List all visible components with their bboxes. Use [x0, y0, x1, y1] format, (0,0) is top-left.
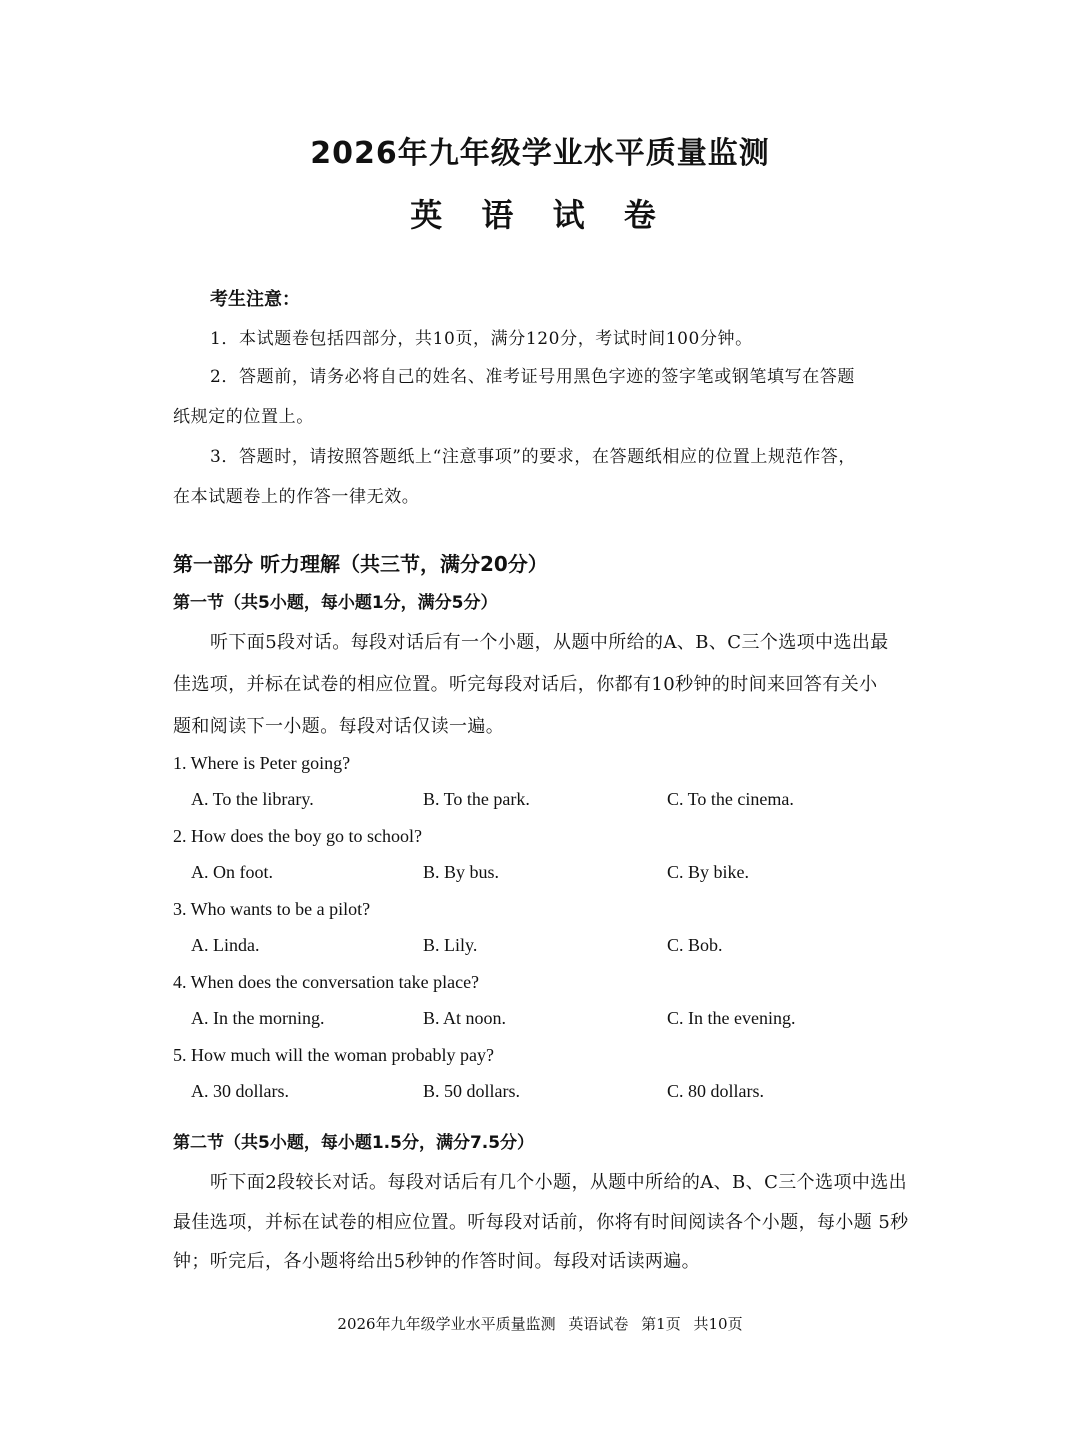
question-2-option-c: C. By bike. — [667, 862, 750, 882]
exam-title: 2026年九年级学业水平质量监测 — [310, 136, 770, 171]
footer-exam-name: 2026年九年级学业水平质量监测 — [337, 1315, 556, 1333]
question-1-option-c: C. To the cinema. — [667, 789, 794, 809]
question-4-option-a: A. In the morning. — [191, 1008, 325, 1028]
question-2-option-b: B. By bus. — [423, 862, 500, 882]
section2-instructions-line3: 钟；听完后，各小题将给出5秒钟的作答时间。每段对话读两遍。 — [173, 1251, 701, 1272]
notice-item-1: 1．本试题卷包括四部分，共10页，满分120分，考试时间100分钟。 — [210, 329, 753, 349]
question-3-option-c: C. Bob. — [667, 935, 723, 955]
section2-title: 第二节（共5小题，每小题1.5分，满分7.5分） — [173, 1133, 535, 1153]
page-footer — [0, 1313, 1080, 1334]
question-3-stem: 3. Who wants to be a pilot? — [173, 899, 371, 919]
section2-instructions-line1: 听下面2段较长对话。每段对话后有几个小题，从题中所给的A、B、C三个选项中选出 — [210, 1172, 908, 1193]
notice-item-3-cont: 在本试题卷上的作答一律无效。 — [173, 487, 420, 507]
question-5-stem: 5. How much will the woman probably pay? — [173, 1045, 494, 1065]
question-5-option-a: A. 30 dollars. — [191, 1081, 289, 1101]
question-2-option-a: A. On foot. — [191, 862, 273, 882]
question-4-stem: 4. When does the conversation take place? — [173, 972, 480, 992]
notice-heading: 考生注意： — [210, 289, 300, 310]
section2-instructions-line2: 最佳选项，并标在试卷的相应位置。听每段对话前，你将有时间阅读各个小题，每小题 5秒 — [173, 1212, 909, 1233]
question-5-option-b: B. 50 dollars. — [423, 1081, 520, 1101]
question-3-option-b: B. Lily. — [423, 935, 478, 955]
notice-item-3: 3．答题时，请按照答题纸上“注意事项”的要求，在答题纸相应的位置上规范作答， — [210, 447, 856, 467]
notice-item-2: 2．答题前，请务必将自己的姓名、准考证号用黑色字迹的签字笔或钢笔填写在答题 — [210, 367, 856, 387]
footer-subject: 英语试卷 — [568, 1315, 629, 1333]
notice-item-2-cont: 纸规定的位置上。 — [173, 407, 314, 427]
question-4-option-c: C. In the evening. — [667, 1008, 796, 1028]
question-3-option-a: A. Linda. — [191, 935, 260, 955]
section1-instructions-line2: 佳选项，并标在试卷的相应位置。听完每段对话后，你都有10秒钟的时间来回答有关小 — [173, 674, 878, 695]
question-4-option-b: B. At noon. — [423, 1008, 507, 1028]
question-2-stem: 2. How does the boy go to school? — [173, 826, 422, 846]
question-1-option-a: A. To the library. — [191, 789, 314, 809]
exam-subject-title: 英 语 试 卷 — [410, 196, 670, 234]
section1-instructions-line3: 题和阅读下一小题。每段对话仅读一遍。 — [173, 716, 505, 737]
section1-title: 第一节（共5小题，每小题1分，满分5分） — [173, 593, 498, 613]
question-1-option-b: B. To the park. — [423, 789, 530, 809]
section1-instructions-line1: 听下面5段对话。每段对话后有一个小题，从题中所给的A、B、C三个选项中选出最 — [210, 632, 889, 653]
footer-total-pages: 共10页 — [693, 1315, 743, 1333]
footer-page-number: 第1页 — [641, 1315, 681, 1333]
question-5-option-c: C. 80 dollars. — [667, 1081, 764, 1101]
part1-title: 第一部分 听力理解（共三节，满分20分） — [173, 552, 548, 576]
question-1-stem: 1. Where is Peter going? — [173, 753, 351, 773]
